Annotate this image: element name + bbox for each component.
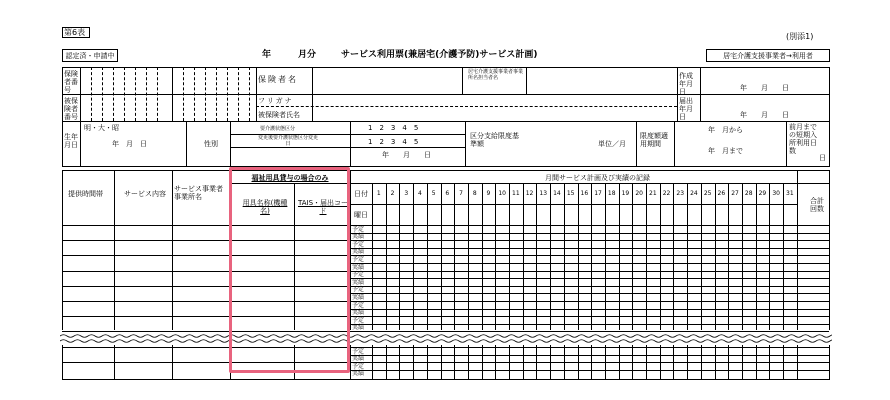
table-row-line bbox=[350, 293, 829, 294]
day-number-19: 19 bbox=[621, 190, 630, 197]
day-number-27: 27 bbox=[731, 190, 739, 197]
insurer-number-label: 保険者番号 bbox=[64, 70, 78, 94]
direction-label: 居宅介護支援事業者→利用者 bbox=[706, 49, 830, 62]
era-options: 明・大・昭 bbox=[84, 124, 119, 132]
table-row-line bbox=[350, 248, 829, 249]
table-row-line bbox=[350, 309, 829, 310]
number-box-divider bbox=[91, 67, 92, 121]
limit-period-label: 限度額適用期間 bbox=[640, 132, 668, 148]
plan-label: 予定 bbox=[352, 225, 365, 233]
number-box-divider bbox=[102, 67, 103, 121]
day-number-14: 14 bbox=[553, 190, 561, 197]
table-row-line bbox=[350, 355, 829, 356]
day-number-7: 7 bbox=[459, 190, 463, 197]
insured-number-label: 被保険者番号 bbox=[64, 97, 78, 121]
actual-label: 実績 bbox=[352, 293, 365, 301]
gender-label: 性別 bbox=[204, 140, 218, 148]
total-count-header: 合計回数 bbox=[810, 197, 824, 213]
column-line bbox=[797, 170, 798, 330]
number-box-divider bbox=[157, 67, 158, 121]
actual-label: 実績 bbox=[352, 278, 365, 286]
day-number-21: 21 bbox=[649, 190, 657, 197]
number-box-divider bbox=[146, 67, 147, 121]
day-number-10: 10 bbox=[498, 190, 506, 197]
day-number-12: 12 bbox=[525, 190, 534, 197]
welfare-rental-only-header: 福祉用具貸与の場合のみ bbox=[251, 174, 329, 182]
day-number-2: 2 bbox=[390, 190, 395, 197]
table-row-line bbox=[62, 301, 829, 302]
column-line bbox=[114, 170, 115, 330]
table-row-line bbox=[62, 286, 829, 287]
table-row-line bbox=[350, 233, 829, 234]
day-number-17: 17 bbox=[594, 190, 602, 197]
number-box-divider bbox=[249, 67, 250, 121]
plan-label: 予定 bbox=[352, 240, 365, 248]
change-date: 年 月 日 bbox=[382, 151, 431, 159]
plan-label: 予定 bbox=[352, 362, 365, 370]
record-header-divider bbox=[350, 183, 829, 184]
day-number-31: 31 bbox=[786, 190, 794, 197]
date-row-divider bbox=[350, 204, 797, 205]
care-level-label: 要介護状態区分 bbox=[260, 126, 296, 132]
table-row-line bbox=[62, 316, 829, 317]
table-row-line bbox=[350, 278, 829, 279]
day-number-20: 20 bbox=[635, 190, 643, 197]
date-label: 日付 bbox=[354, 190, 368, 198]
table-row-line bbox=[350, 370, 829, 371]
day-number-28: 28 bbox=[744, 190, 753, 197]
day-number-8: 8 bbox=[472, 190, 477, 197]
care-office-label: 居宅介護支援事業者事業所名担当者名 bbox=[468, 69, 524, 81]
insurer-name-label: 保険者名 bbox=[258, 75, 298, 84]
day-number-29: 29 bbox=[758, 190, 767, 197]
weekday-label: 曜日 bbox=[354, 211, 368, 219]
number-box-divider bbox=[216, 67, 217, 121]
day-number-6: 6 bbox=[445, 190, 450, 197]
table-row-line bbox=[350, 263, 829, 264]
day-number-30: 30 bbox=[772, 190, 780, 197]
submitted-date-value: 年 月 日 bbox=[740, 111, 789, 119]
submitted-date-label: 届出年月日 bbox=[679, 97, 693, 121]
day-number-1: 1 bbox=[376, 190, 381, 197]
actual-label: 実績 bbox=[352, 324, 365, 332]
welfare-rental-highlight bbox=[229, 167, 350, 373]
number-box-divider bbox=[227, 67, 228, 121]
created-date-value: 年 月 日 bbox=[740, 84, 789, 92]
day-number-13: 13 bbox=[539, 190, 548, 197]
day-number-25: 25 bbox=[703, 190, 712, 197]
plan-label: 予定 bbox=[352, 316, 365, 324]
day-number-15: 15 bbox=[566, 190, 575, 197]
time-slot-header: 提供時間帯 bbox=[68, 190, 103, 198]
birthday-label: 生年月日 bbox=[64, 133, 78, 149]
insured-name-label: 被保険者氏名 bbox=[258, 111, 300, 119]
attachment-label: (別添1) bbox=[786, 32, 814, 41]
day-number-18: 18 bbox=[607, 190, 616, 197]
year-label: 年 bbox=[262, 50, 272, 60]
tais-code-header: TAIS・届出コード bbox=[297, 199, 349, 215]
number-box-divider bbox=[135, 67, 136, 121]
day-number-23: 23 bbox=[676, 190, 685, 197]
actual-label: 実績 bbox=[352, 248, 365, 256]
plan-label: 予定 bbox=[352, 271, 365, 279]
day-number-22: 22 bbox=[662, 190, 671, 197]
row-break-wave bbox=[60, 330, 832, 346]
day-number-11: 11 bbox=[512, 190, 520, 197]
unit-per-month: 単位／月 bbox=[598, 140, 626, 148]
actual-label: 実績 bbox=[352, 233, 365, 241]
actual-label: 実績 bbox=[352, 263, 365, 271]
provider-header: サービス事業者事業所名 bbox=[174, 185, 223, 201]
number-box-divider bbox=[205, 67, 206, 121]
monthly-record-header: 月間サービス計画及び実績の記録 bbox=[545, 174, 650, 182]
care-level-options: 1 2 3 4 5 bbox=[368, 124, 419, 132]
day-unit: 日 bbox=[819, 154, 826, 162]
limit-amount-label: 区分支給限度基準額 bbox=[470, 132, 519, 148]
actual-label: 実績 bbox=[352, 370, 365, 378]
day-number-4: 4 bbox=[418, 190, 422, 197]
day-number-3: 3 bbox=[404, 190, 409, 197]
changed-care-level-label: 変更後要介護状態区分変更日 bbox=[258, 135, 319, 147]
actual-label: 実績 bbox=[352, 309, 365, 317]
table-row-line bbox=[62, 362, 829, 363]
plan-label: 予定 bbox=[352, 255, 365, 263]
day-number-9: 9 bbox=[486, 190, 491, 197]
period-to: 年 月まで bbox=[708, 147, 743, 155]
period-from: 年 月から bbox=[708, 126, 743, 134]
page-title: サービス利用票(兼居宅(介護予防)サービス計画) bbox=[341, 50, 538, 60]
month-label: 月分 bbox=[298, 50, 317, 60]
number-box-divider bbox=[183, 67, 184, 121]
plan-label: 予定 bbox=[352, 347, 365, 355]
table-number: 第6表 bbox=[62, 27, 90, 38]
certification-status: 認定済・申請中 bbox=[62, 49, 118, 62]
number-box-divider bbox=[194, 67, 195, 121]
column-line bbox=[350, 170, 351, 330]
table-row-line bbox=[62, 271, 829, 272]
service-content-header: サービス内容 bbox=[124, 190, 166, 198]
number-box-divider bbox=[113, 67, 114, 121]
changed-care-level-options: 1 2 3 4 5 bbox=[368, 138, 419, 146]
plan-label: 予定 bbox=[352, 301, 365, 309]
plan-label: 予定 bbox=[352, 286, 365, 294]
day-number-5: 5 bbox=[431, 190, 436, 197]
column-line bbox=[172, 170, 173, 330]
number-box-divider bbox=[238, 67, 239, 121]
birth-ymd: 年 月 日 bbox=[112, 140, 147, 148]
created-date-label: 作成年月日 bbox=[679, 72, 693, 96]
item-name-header: 用具名称(機種名) bbox=[242, 199, 288, 215]
day-number-16: 16 bbox=[580, 190, 589, 197]
table-row-line bbox=[62, 347, 829, 348]
number-box-divider bbox=[124, 67, 125, 121]
furigana-label: フリガナ bbox=[258, 97, 294, 105]
table-row-line bbox=[62, 255, 829, 256]
table-row-line bbox=[350, 324, 829, 325]
day-number-26: 26 bbox=[717, 190, 726, 197]
day-number-24: 24 bbox=[690, 190, 698, 197]
prev-month-short-stay-label: 前月までの短期入所利用日数 bbox=[789, 123, 817, 155]
table-row-line bbox=[62, 240, 829, 241]
actual-label: 実績 bbox=[352, 355, 365, 363]
